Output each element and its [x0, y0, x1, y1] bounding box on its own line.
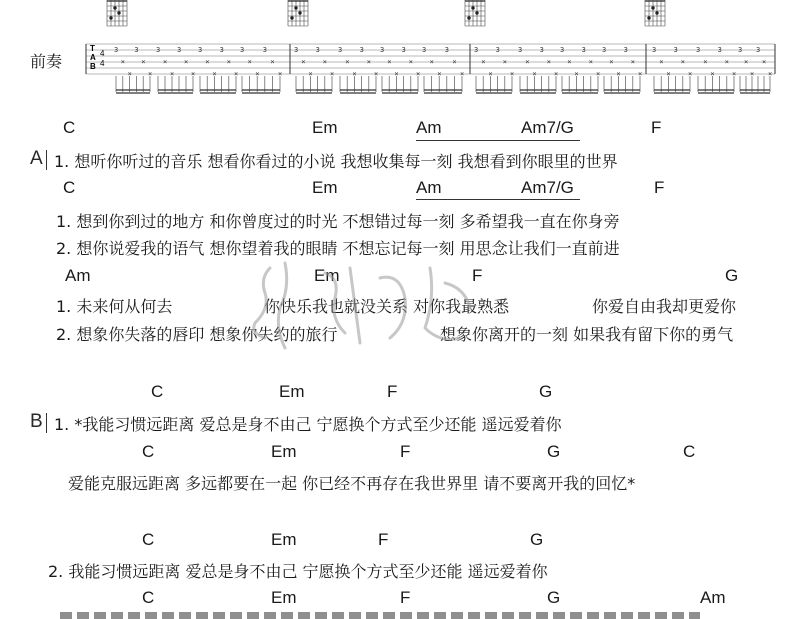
chord: F [400, 588, 411, 607]
lyric-line: 2. 我能习惯远距离 爱总是身不由己 宁愿换个方式至少还能 遥远爱着你 [48, 562, 548, 581]
svg-text:3: 3 [673, 46, 678, 54]
chord: G [547, 442, 561, 461]
chord: G [530, 530, 544, 549]
chord: Em [279, 382, 305, 401]
tab-clef-t: T [90, 44, 95, 53]
chord-diagram [288, 0, 308, 26]
svg-text:3: 3 [198, 46, 203, 54]
note-group [738, 46, 772, 93]
svg-text:×: × [429, 58, 434, 66]
chord: Em [314, 266, 340, 285]
chord: C [142, 442, 155, 461]
svg-text:×: × [588, 58, 594, 66]
chord: G [539, 382, 553, 401]
svg-text:×: × [666, 70, 671, 78]
chord: F [651, 118, 662, 137]
svg-text:×: × [247, 58, 252, 66]
svg-text:×: × [546, 58, 552, 66]
svg-text:×: × [574, 70, 579, 78]
svg-text:×: × [532, 70, 537, 78]
chord-diagram [465, 0, 485, 26]
svg-text:3: 3 [696, 46, 701, 54]
svg-text:×: × [596, 70, 601, 78]
svg-text:×: × [120, 58, 126, 66]
svg-text:3: 3 [717, 46, 722, 54]
chord: C [683, 442, 696, 461]
svg-text:×: × [616, 70, 621, 78]
svg-text:3: 3 [652, 46, 657, 54]
svg-text:3: 3 [315, 46, 320, 54]
svg-text:×: × [703, 58, 708, 66]
time-sig-top: 4 [100, 49, 105, 58]
intro-tab-staff [0, 0, 800, 110]
svg-text:3: 3 [338, 46, 343, 54]
note-group [240, 46, 282, 93]
svg-text:×: × [630, 58, 636, 66]
chord: C [63, 118, 76, 137]
svg-text:×: × [659, 58, 664, 66]
svg-text:×: × [191, 70, 196, 78]
chord-diagram [645, 0, 665, 26]
svg-text:3: 3 [474, 46, 479, 54]
svg-text:3: 3 [134, 46, 139, 54]
svg-text:×: × [510, 70, 515, 78]
note-group [518, 46, 558, 93]
chord: Em [312, 118, 338, 137]
chord-diagram [107, 0, 127, 26]
lyric-line: 1. 想听你听过的音乐 想看你看过的小说 我想收集每一刻 我想看到你眼里的世界 [54, 152, 618, 171]
note-group [338, 46, 378, 93]
note-group [696, 46, 736, 93]
chord: Em [312, 178, 338, 197]
svg-text:×: × [234, 70, 239, 78]
cut-off-lyric-fragment [60, 612, 700, 619]
chord: C [63, 178, 76, 197]
svg-text:×: × [352, 70, 357, 78]
svg-text:×: × [330, 70, 335, 78]
svg-text:3: 3 [444, 46, 450, 54]
note-group [294, 46, 334, 93]
chord: Am [416, 178, 442, 197]
svg-text:×: × [609, 58, 614, 66]
svg-text:×: × [437, 70, 442, 78]
chord: Am7/G [521, 118, 574, 137]
chord: F [654, 178, 665, 197]
svg-text:×: × [688, 70, 693, 78]
chord: Am [65, 266, 91, 285]
tab-clef-b: B [90, 62, 96, 71]
note-group [602, 46, 642, 93]
intro-label: 前奏 [30, 52, 63, 71]
tab-clef-a: A [90, 53, 96, 62]
svg-text:3: 3 [539, 46, 544, 54]
chord: Am [700, 588, 726, 607]
lyric-line: 你快乐我也就没关系 对你我最熟悉 [264, 297, 510, 316]
section-marker-a: A [30, 148, 43, 169]
svg-text:×: × [762, 58, 767, 66]
lyric-line: 爱能克服远距离 多远都要在一起 你已经不再存在我世界里 请不要离开我的回忆* [68, 474, 636, 493]
note-group [652, 46, 692, 93]
lyric-line: 2. 想象你失落的唇印 想象你失约的旅行 [56, 325, 338, 344]
lyric-line: 1. 未来何从何去 [56, 297, 173, 316]
svg-text:×: × [163, 58, 168, 66]
svg-text:×: × [710, 70, 715, 78]
slur-line [416, 140, 580, 141]
time-sig-bottom: 4 [100, 59, 105, 68]
svg-text:3: 3 [114, 46, 119, 54]
svg-text:3: 3 [422, 46, 427, 54]
lyric-line: 1. *我能习惯远距离 爱总是身不由己 宁愿换个方式至少还能 遥远爱着你 [54, 415, 562, 434]
svg-text:×: × [184, 58, 189, 66]
chord: F [400, 442, 411, 461]
svg-text:×: × [724, 58, 730, 66]
svg-text:×: × [308, 70, 313, 78]
svg-text:×: × [416, 70, 421, 78]
svg-text:×: × [255, 70, 260, 78]
svg-text:×: × [141, 58, 146, 66]
chord: Am7/G [521, 178, 574, 197]
svg-text:×: × [638, 70, 643, 78]
svg-text:×: × [205, 58, 210, 66]
svg-text:×: × [744, 58, 749, 66]
svg-text:3: 3 [219, 46, 224, 54]
svg-text:3: 3 [518, 46, 523, 54]
svg-text:×: × [322, 58, 328, 66]
chord: Em [271, 588, 297, 607]
svg-text:3: 3 [623, 46, 628, 54]
svg-text:3: 3 [401, 46, 406, 54]
svg-text:×: × [301, 58, 306, 66]
svg-text:×: × [525, 58, 530, 66]
note-group [422, 46, 464, 93]
lyric-line: 你爱自由我却更爱你 [592, 297, 737, 316]
svg-text:×: × [394, 70, 399, 78]
svg-text:3: 3 [177, 46, 182, 54]
svg-text:3: 3 [380, 46, 385, 54]
svg-text:3: 3 [294, 46, 299, 54]
chord: Em [271, 530, 297, 549]
svg-text:3: 3 [359, 46, 364, 54]
svg-text:3: 3 [756, 46, 761, 54]
chord: C [142, 588, 155, 607]
svg-text:3: 3 [495, 46, 500, 54]
svg-text:×: × [732, 70, 737, 78]
note-group [156, 46, 195, 93]
lyric-line: 2. 想你说爱我的语气 想你望着我的眼睛 不想忘记每一刻 用思念让我们一直前进 [56, 239, 620, 258]
svg-text:×: × [127, 70, 132, 78]
section-marker-bar [46, 413, 47, 433]
chord: C [142, 530, 155, 549]
note-group [560, 46, 600, 93]
svg-text:×: × [212, 70, 217, 78]
svg-text:3: 3 [581, 46, 586, 54]
chord: C [151, 382, 164, 401]
svg-text:3: 3 [240, 46, 245, 54]
tab-clef [90, 44, 105, 71]
svg-text:3: 3 [262, 46, 268, 54]
note-group [198, 46, 238, 93]
chord: Am [416, 118, 442, 137]
svg-text:×: × [567, 58, 572, 66]
svg-text:×: × [366, 58, 372, 66]
lyric-line: 1. 想到你到过的地方 和你曾度过的时光 不想错过每一刻 多希望我一直在你身旁 [56, 212, 620, 231]
chord: F [472, 266, 483, 285]
svg-text:×: × [170, 70, 175, 78]
svg-text:×: × [387, 58, 392, 66]
svg-text:×: × [680, 58, 686, 66]
note-group [474, 46, 514, 93]
svg-text:×: × [452, 58, 457, 66]
svg-text:×: × [148, 70, 153, 78]
svg-text:×: × [502, 58, 508, 66]
svg-text:×: × [750, 70, 755, 78]
lyric-line: 想象你离开的一刻 如果我有留下你的勇气 [440, 325, 734, 344]
svg-text:×: × [278, 70, 283, 78]
svg-text:×: × [408, 58, 414, 66]
svg-text:3: 3 [560, 46, 565, 54]
section-marker-b: B [30, 411, 43, 432]
chord: F [378, 530, 389, 549]
chord: F [387, 382, 398, 401]
svg-text:3: 3 [738, 46, 743, 54]
svg-text:×: × [226, 58, 232, 66]
svg-text:×: × [460, 70, 465, 78]
chord: Em [271, 442, 297, 461]
svg-text:3: 3 [156, 46, 161, 54]
svg-text:×: × [345, 58, 350, 66]
svg-text:×: × [270, 58, 275, 66]
svg-text:×: × [554, 70, 559, 78]
note-group [114, 46, 152, 93]
slur-line [416, 199, 580, 200]
svg-text:3: 3 [602, 46, 607, 54]
chord: G [547, 588, 561, 607]
note-group [380, 46, 420, 93]
tab-notes [114, 46, 772, 93]
section-marker-bar [46, 150, 47, 170]
chord: G [725, 266, 739, 285]
svg-text:×: × [374, 70, 379, 78]
svg-text:×: × [481, 58, 486, 66]
svg-text:×: × [488, 70, 493, 78]
chord-diagrams [107, 0, 665, 26]
svg-text:×: × [768, 70, 773, 78]
